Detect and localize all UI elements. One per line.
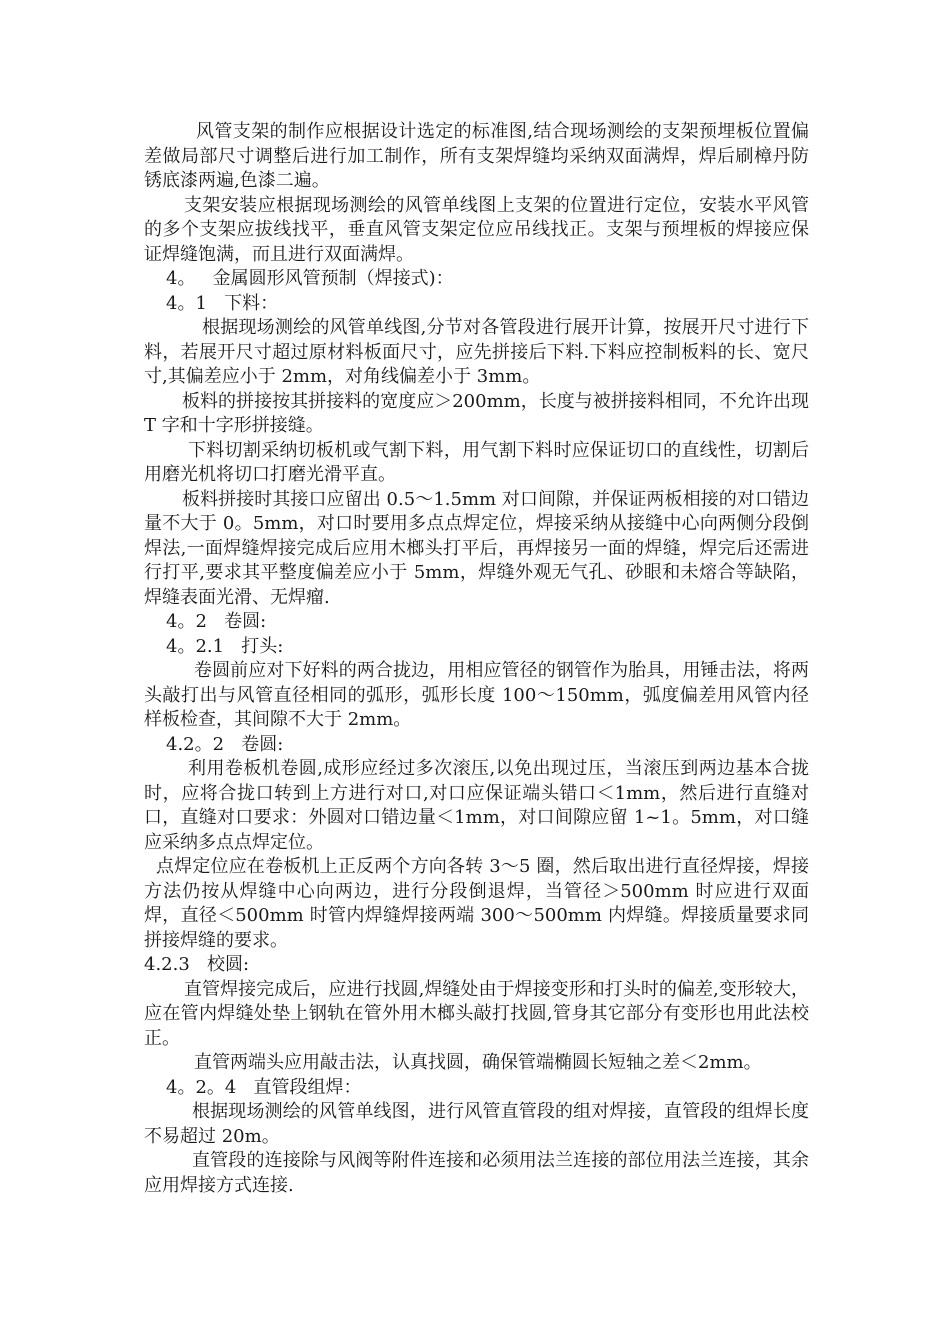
paragraph: 卷圆前应对下好料的两合拢边，用相应管径的钢管作为胎具，用锤击法，将两头敲打出与风管直径相同的弧形，弧形长度 100～150mm，弧度偏差用风管内径样板检查，其间隙不大于 2mm。 [144, 660, 809, 730]
section-heading: 4.2.3 校圆: [144, 954, 250, 975]
section-heading: 4。1 下料： [166, 292, 279, 314]
section-heading: 4。2。4 直管段组焊： [166, 1076, 362, 1098]
paragraph: 根据现场测绘的风管单线图，进行风管直管段的组对焊接，直管段的组焊长度不易超过 20m。 [144, 1101, 809, 1147]
paragraph: 直管段的连接除与风阀等附件连接和必须用法兰连接的部位用法兰连接，其余应用焊接方式连接. [144, 1150, 809, 1196]
paragraph: 利用卷板机卷圆,成形应经过多次滚压,以免出现过压，当滚压到两边基本合拢时，应将合拢口转到上方进行对口,对口应保证端头错口＜1mm，然后进行直缝对口，直缝对口要求：外圆对口错边量＜1mm，对口间隙应留 1~1。5mm，对口缝应采纳多点点焊定位。 [144, 758, 809, 853]
section-heading: 4.2。2 卷圆: [166, 733, 284, 755]
paragraph: 根据现场测绘的风管单线图,分节对各管段进行展开计算，按展开尺寸进行下料，若展开尺寸超过原材料板面尺寸，应先拼接后下料.下料应控制板料的长、宽尺寸,其偏差应小于 2mm，对角线偏差小于 3mm。 [144, 317, 809, 387]
paragraph: 风管支架的制作应根据设计选定的标准图,结合现场测绘的支架预埋板位置偏差做局部尺寸调整后进行加工制作，所有支架焊缝均采纳双面满焊，焊后刷樟丹防锈底漆两遍,色漆二遍。 [144, 121, 809, 191]
paragraph: 点焊定位应在卷板机上正反两个方向各转 3～5 圈，然后取出进行直径焊接，焊接方法仍按从焊缝中心向两边，进行分段倒退焊，当管径＞500mm 时应进行双面焊，直径＜500mm 时管内焊缝焊接两端 300～500mm 内焊缝。焊接质量要求同拼接焊缝的要求。 [144, 856, 809, 951]
paragraph: 支架安装应根据现场测绘的风管单线图上支架的位置进行定位，安装水平风管的多个支架应拔线找平，垂直风管支架定位应吊线找正。支架与预埋板的焊接应保证焊缝饱满，而且进行双面满焊。 [144, 194, 809, 265]
paragraph: 直管两端头应用敲击法，认真找圆，确保管端椭圆长短轴之差＜2mm。 [194, 1052, 762, 1073]
paragraph: 板料的拼接按其拼接料的宽度应＞200mm，长度与被拼接料相同，不允许出现 T 字和十字形拼接缝。 [144, 390, 809, 436]
paragraph: 直管焊接完成后，应进行找圆,焊缝处由于焊接变形和打头时的偏差,变形较大，应在管内焊缝处垫上钢轨在管外用木榔头敲打找圆,管身其它部分有变形也用此法校正。 [144, 978, 809, 1049]
section-heading: 4。2.1 打头: [166, 635, 284, 657]
section-heading: 4。 金属圆形风管预制（焊接式)： [166, 268, 454, 289]
paragraph: 下料切割采纳切板机或气割下料，用气割下料时应保证切口的直线性，切割后用磨光机将切口打磨光滑平直。 [144, 439, 809, 485]
section-heading: 4。2 卷圆: [166, 611, 267, 632]
paragraph: 板料拼接时其接口应留出 0.5～1.5mm 对口间隙，并保证两板相接的对口错边量不大于 0。5mm，对口时要用多点点焊定位，焊接采纳从接缝中心向两侧分段倒焊法,一面焊缝焊接完成后应用木榔头打平后，再焊接另一面的焊缝，焊完后还需进行打平,要求其平整度偏差应小于 5mm，焊缝外观无气孔、砂眼和未熔合等缺陷，焊缝表面光滑、无焊瘤. [144, 488, 809, 608]
document-body [144, 120, 809, 1198]
